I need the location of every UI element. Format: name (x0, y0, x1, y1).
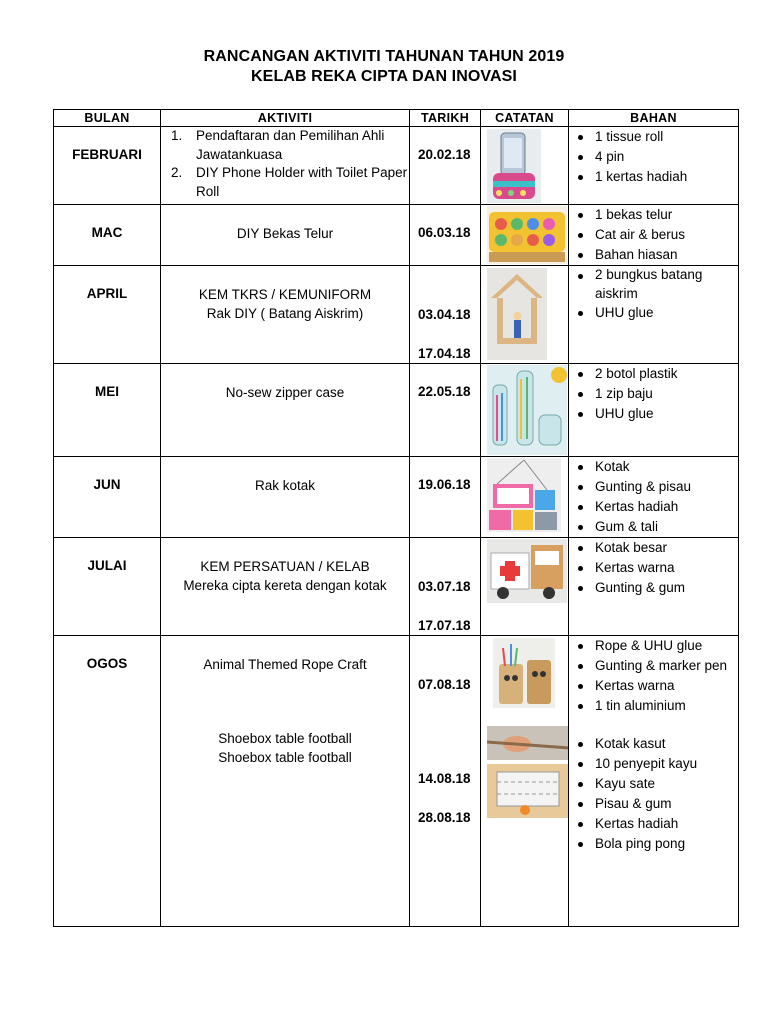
bahan-item: Kertas warna (569, 558, 738, 578)
bahan-item: 1 zip baju (569, 384, 738, 404)
document-subtitle: KELAB REKA CIPTA DAN INOVASI (251, 68, 517, 85)
table-header-row (54, 110, 739, 127)
document-title: RANCANGAN AKTIVITI TAHUNAN TAHUN 2019 (203, 48, 565, 65)
bahan-item: Kotak kasut (569, 734, 738, 754)
catatan-cell (481, 127, 569, 205)
bahan-cell (569, 127, 739, 205)
bahan-cell (569, 457, 739, 538)
bahan-item: Gunting & marker pen (569, 656, 738, 676)
bahan-item: Pisau & gum (569, 794, 738, 814)
tarikh-cell: 19.06.18 (410, 457, 481, 538)
popsicle-shelf-photo-icon (487, 268, 562, 360)
zipper-case-photo-icon (487, 365, 562, 455)
aktiviti-cell (161, 457, 410, 538)
bulan-cell: OGOS (54, 636, 161, 927)
header-catatan: CATATAN (481, 110, 569, 127)
aktiviti-item: Mereka cipta kereta dengan kotak (183, 578, 387, 593)
bahan-item: UHU glue (569, 404, 738, 424)
aktiviti-item: KEM TKRS / KEMUNIFORM (198, 287, 372, 302)
bahan-cell (569, 266, 739, 364)
box-car-photo-icon (487, 539, 562, 603)
table-row (54, 127, 739, 205)
bahan-list (569, 734, 738, 854)
aktiviti-item: Animal Themed Rope Craft (203, 657, 367, 672)
bahan-item: Cat air & berus (569, 225, 738, 245)
bahan-list (569, 457, 738, 537)
aktiviti-cell (161, 364, 410, 457)
table-row (54, 266, 739, 364)
tarikh-cell: 03.04.18 17.04.18 (410, 266, 481, 364)
aktiviti-item: 2. DIY Phone Holder with Toilet Paper Roll (171, 165, 408, 199)
aktiviti-cell (161, 127, 410, 205)
aktiviti-item: 1. Pendaftaran dan Pemilihan Ahli Jawatankuasa (171, 128, 385, 162)
bahan-item: Gum & tali (569, 517, 738, 537)
bahan-item: Gunting & gum (569, 578, 738, 598)
table-row (54, 538, 739, 636)
aktiviti-cell (161, 538, 410, 636)
bahan-item: 1 bekas telur (569, 205, 738, 225)
bahan-item: UHU glue (569, 303, 738, 323)
bulan-cell: JULAI (54, 538, 161, 636)
aktiviti-item: Rak kotak (254, 478, 316, 493)
bahan-item: Kotak (569, 457, 738, 477)
bahan-cell (569, 205, 739, 266)
header-tarikh: TARIKH (410, 110, 481, 127)
bahan-item: Kertas warna (569, 676, 738, 696)
egg-carton-photo-icon (487, 206, 562, 264)
bahan-list (569, 636, 738, 716)
aktiviti-item: Shoebox table football (218, 750, 352, 765)
aktiviti-item: Rak DIY ( Batang Aiskrim) (206, 306, 364, 321)
header-aktiviti: AKTIVITI (161, 110, 410, 127)
aktiviti-cell (161, 266, 410, 364)
bahan-item: Bahan hiasan (569, 245, 738, 265)
catatan-cell (481, 205, 569, 266)
header-bahan: BAHAN (569, 110, 739, 127)
bahan-item: Rope & UHU glue (569, 636, 738, 656)
bahan-item: 1 kertas hadiah (569, 167, 738, 187)
header-bulan: BULAN (54, 110, 161, 127)
bahan-item: Kertas hadiah (569, 814, 738, 834)
tarikh-cell: 22.05.18 (410, 364, 481, 457)
bahan-item: Kayu sate (569, 774, 738, 794)
table-row (54, 636, 739, 927)
bulan-cell: MEI (54, 364, 161, 457)
aktiviti-cell (161, 205, 410, 266)
tarikh-cell: 07.08.18 14.08.18 28.08.18 (410, 636, 481, 927)
aktiviti-cell (161, 636, 410, 927)
catatan-cell (481, 266, 569, 364)
tarikh-cell: 03.07.18 17.07.18 (410, 538, 481, 636)
bahan-item: 2 botol plastik (569, 364, 738, 384)
bahan-item: 1 tissue roll (569, 127, 738, 147)
aktiviti-item: No-sew zipper case (225, 385, 345, 400)
bahan-item: Kotak besar (569, 538, 738, 558)
bahan-item: 2 bungkus batang aiskrim (569, 266, 738, 303)
bahan-item: 4 pin (569, 147, 738, 167)
bahan-cell (569, 636, 739, 927)
table-row (54, 457, 739, 538)
aktiviti-item: Shoebox table football (218, 731, 352, 746)
bahan-list (569, 538, 738, 598)
tarikh-cell: 06.03.18 (410, 205, 481, 266)
box-shelf-photo-icon (487, 458, 562, 532)
aktiviti-list (161, 127, 409, 201)
bahan-item: 10 penyepit kayu (569, 754, 738, 774)
bahan-cell (569, 538, 739, 636)
bahan-list (569, 127, 738, 187)
bahan-item: Gunting & pisau (569, 477, 738, 497)
bahan-cell (569, 364, 739, 457)
catatan-cell (481, 636, 569, 927)
bulan-cell: JUN (54, 457, 161, 538)
catatan-cell (481, 364, 569, 457)
catatan-cell (481, 457, 569, 538)
bulan-cell: FEBRUARI (54, 127, 161, 205)
bulan-cell: APRIL (54, 266, 161, 364)
activity-table (53, 109, 739, 927)
aktiviti-item: DIY Bekas Telur (236, 226, 334, 241)
table-row (54, 364, 739, 457)
bahan-item: 1 tin aluminium (569, 696, 738, 716)
catatan-cell (481, 538, 569, 636)
bahan-item: Kertas hadiah (569, 497, 738, 517)
bahan-list (569, 266, 738, 323)
bulan-cell: MAC (54, 205, 161, 266)
bahan-list (569, 205, 738, 265)
bahan-list (569, 364, 738, 424)
rope-craft-photo-icon (493, 638, 562, 708)
table-row (54, 205, 739, 266)
table-football-photo-icon (487, 726, 562, 818)
phone-holder-photo-icon (487, 129, 562, 203)
aktiviti-item: KEM PERSATUAN / KELAB (200, 559, 370, 574)
bahan-item: Bola ping pong (569, 834, 738, 854)
tarikh-cell: 20.02.18 (410, 127, 481, 205)
